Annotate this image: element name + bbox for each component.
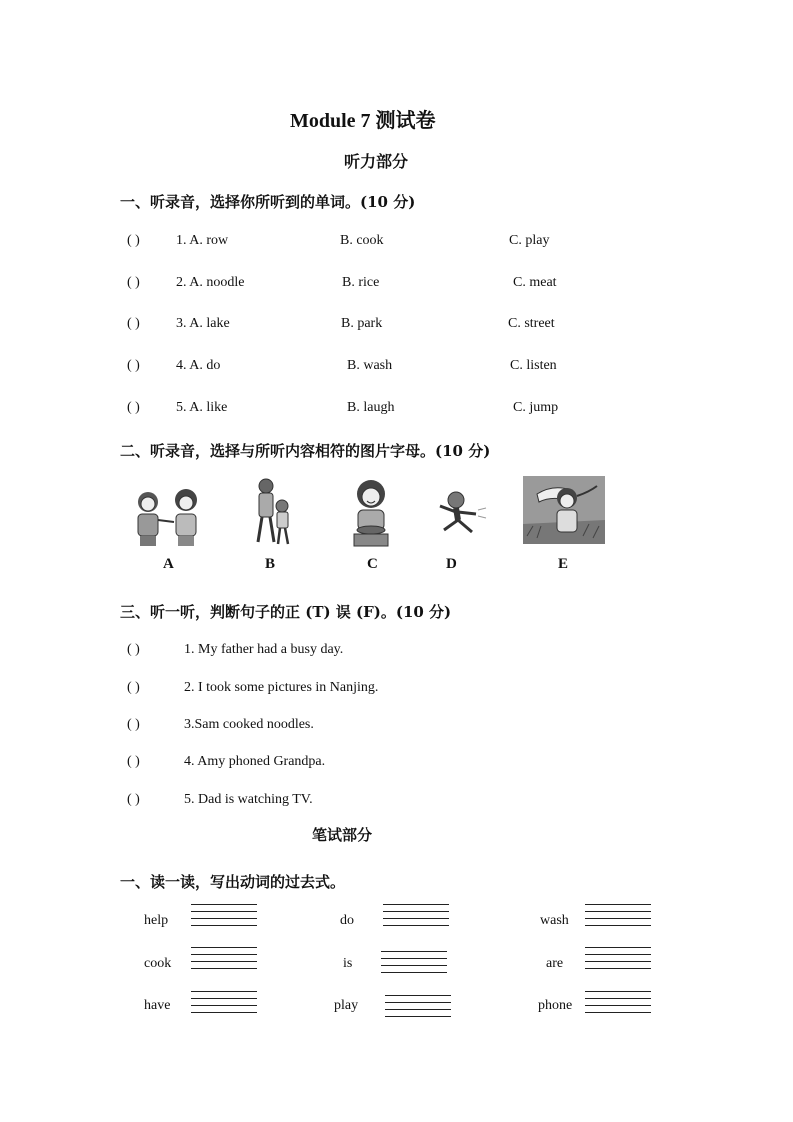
option-c: C. play [509, 233, 550, 248]
writing-lines[interactable] [381, 951, 447, 979]
statement: 5. Dad is watching TV. [184, 792, 313, 807]
option-c: C. street [508, 316, 555, 331]
picture-label-c: C [367, 556, 378, 572]
writing-lines[interactable] [585, 991, 651, 1019]
answer-blank[interactable]: ( ) [127, 400, 140, 415]
picture-b-walking-pair [250, 476, 298, 548]
option-a: 5. A. like [176, 400, 228, 415]
option-b: B. park [341, 316, 383, 331]
option-b: B. rice [342, 275, 380, 290]
writing-lines[interactable] [191, 947, 257, 975]
answer-blank[interactable]: ( ) [127, 275, 140, 290]
option-b: B. cook [340, 233, 384, 248]
verb-word: are [546, 956, 564, 971]
section3-heading: 三、听一听，判断句子的正 (T) 误 (F)。(10 分) [120, 603, 452, 621]
verb-word: help [144, 913, 169, 928]
writing-lines[interactable] [191, 991, 257, 1019]
writing-lines[interactable] [585, 947, 651, 975]
answer-blank[interactable]: ( ) [127, 792, 140, 807]
writing-lines[interactable] [585, 904, 651, 932]
option-c: C. meat [513, 275, 557, 290]
verb-word: cook [144, 956, 172, 971]
section2-heading: 二、听录音，选择与所听内容相符的图片字母。(10 分) [120, 442, 491, 460]
picture-c-cooking-woman [346, 478, 396, 548]
option-b: B. laugh [347, 400, 395, 415]
option-a: 4. A. do [176, 358, 221, 373]
answer-blank[interactable]: ( ) [127, 233, 140, 248]
verb-word: have [144, 998, 171, 1013]
answer-blank[interactable]: ( ) [127, 358, 140, 373]
writing-lines[interactable] [383, 904, 449, 932]
page-title: Module 7 测试卷 [290, 110, 436, 132]
picture-label-b: B [265, 556, 276, 572]
option-a: 1. A. row [176, 233, 229, 248]
verb-word: phone [538, 998, 573, 1013]
picture-label-e: E [558, 556, 569, 572]
picture-d-running-boy [426, 490, 488, 538]
answer-blank[interactable]: ( ) [127, 642, 140, 657]
section1-heading: 一、听录音，选择你所听到的单词。(10 分) [120, 193, 416, 211]
writing-lines[interactable] [191, 904, 257, 932]
statement: 1. My father had a busy day. [184, 642, 344, 657]
option-c: C. jump [513, 400, 559, 415]
option-b: B. wash [347, 358, 393, 373]
listening-part-title: 听力部分 [344, 152, 409, 171]
option-c: C. listen [510, 358, 557, 373]
verb-word: do [340, 913, 354, 928]
statement: 2. I took some pictures in Nanjing. [184, 680, 379, 695]
picture-label-d: D [446, 556, 457, 572]
option-a: 2. A. noodle [176, 275, 245, 290]
written-part-title: 笔试部分 [312, 826, 373, 844]
verb-word: play [334, 998, 359, 1013]
verb-word: wash [540, 913, 569, 928]
picture-a-two-girls [128, 484, 208, 548]
answer-blank[interactable]: ( ) [127, 680, 140, 695]
statement: 4. Amy phoned Grandpa. [184, 754, 326, 769]
verb-word: is [343, 956, 353, 971]
answer-blank[interactable]: ( ) [127, 316, 140, 331]
picture-label-a: A [163, 556, 174, 572]
answer-blank[interactable]: ( ) [127, 717, 140, 732]
option-a: 3. A. lake [176, 316, 230, 331]
answer-blank[interactable]: ( ) [127, 754, 140, 769]
written1-heading: 一、读一读，写出动词的过去式。 [120, 873, 346, 891]
picture-e-girl-in-wind [523, 476, 605, 544]
writing-lines[interactable] [385, 995, 451, 1023]
statement: 3.Sam cooked noodles. [184, 717, 314, 732]
